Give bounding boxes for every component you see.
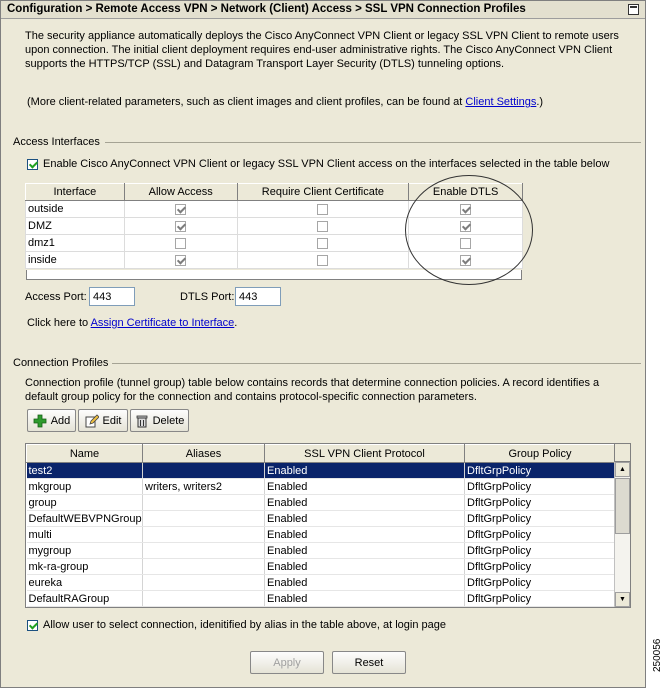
aliases-cell xyxy=(143,591,265,607)
edit-button[interactable] xyxy=(78,409,128,432)
column-header-aliases[interactable]: Aliases xyxy=(143,445,265,463)
interfaces-table-empty-area xyxy=(26,270,522,280)
aliases-cell xyxy=(143,527,265,543)
group-policy-cell: DfltGrpPolicy xyxy=(465,575,616,591)
aliases-cell xyxy=(143,559,265,575)
column-header-ssl-vpn-client-protocol[interactable]: SSL VPN Client Protocol xyxy=(265,445,465,463)
interface-name-cell: outside xyxy=(26,201,125,218)
group-policy-cell: DfltGrpPolicy xyxy=(465,479,616,495)
enable-dtls-checkbox[interactable] xyxy=(460,204,471,215)
ssl-vpn-client-protocol-cell: Enabled xyxy=(265,559,465,575)
scroll-down-arrow-icon[interactable]: ▼ xyxy=(615,592,630,607)
ssl-vpn-client-protocol-cell: Enabled xyxy=(265,543,465,559)
client-settings-note xyxy=(27,95,637,109)
delete-button[interactable] xyxy=(130,409,189,432)
edit-button-label: Edit xyxy=(102,414,122,427)
table-row[interactable] xyxy=(27,463,616,479)
vertical-scrollbar[interactable] xyxy=(614,462,630,607)
figure-id-watermark: 250056 xyxy=(652,638,663,672)
access-port-input[interactable] xyxy=(89,287,135,306)
profile-name-cell: DefaultWEBVPNGroup xyxy=(28,512,142,525)
enable-dtls-checkbox-cell xyxy=(409,218,523,235)
ssl-vpn-client-protocol-cell: Enabled xyxy=(265,511,465,527)
assign-certificate-link[interactable]: Assign Certificate to Interface xyxy=(90,317,235,329)
enable-anyconnect-row xyxy=(27,158,609,170)
enable-dtls-checkbox[interactable] xyxy=(460,221,471,232)
profile-name-cell: test2 xyxy=(27,463,143,479)
profile-name-cell: DefaultRAGroup xyxy=(27,591,143,607)
group-policy-cell: DfltGrpPolicy xyxy=(465,559,616,575)
title-bar xyxy=(1,1,645,19)
trash-icon xyxy=(135,414,149,428)
assign-certificate-prefix: Click here to xyxy=(27,317,91,329)
allow-alias-selection-row xyxy=(27,619,446,631)
profile-name-cell: group xyxy=(27,495,143,511)
delete-button-label: Delete xyxy=(152,414,185,427)
table-row[interactable] xyxy=(27,511,616,527)
profile-name-cell: eureka xyxy=(27,575,143,591)
aliases-cell xyxy=(143,495,265,511)
access-port-label: Access Port: xyxy=(25,291,87,303)
allow-access-checkbox-cell xyxy=(124,252,237,269)
reset-button[interactable]: Reset xyxy=(332,651,406,674)
table-row[interactable] xyxy=(27,543,616,559)
interface-row[interactable] xyxy=(26,235,523,252)
require-client-certificate-checkbox-cell xyxy=(237,218,409,235)
scroll-up-arrow-icon[interactable]: ▲ xyxy=(615,462,630,477)
allow-access-checkbox[interactable] xyxy=(175,255,186,266)
require-client-certificate-checkbox[interactable] xyxy=(317,238,328,249)
allow-access-checkbox-cell xyxy=(124,218,237,235)
require-client-certificate-checkbox-cell xyxy=(237,201,409,218)
enable-anyconnect-checkbox[interactable] xyxy=(27,159,38,170)
assign-certificate-row xyxy=(27,316,637,330)
access-interfaces-heading: Access Interfaces xyxy=(13,136,104,148)
table-row[interactable] xyxy=(27,495,616,511)
require-client-certificate-checkbox-cell xyxy=(237,252,409,269)
allow-access-checkbox[interactable] xyxy=(175,204,186,215)
require-client-certificate-checkbox[interactable] xyxy=(317,204,328,215)
column-header-allow-access[interactable]: Allow Access xyxy=(124,184,237,201)
allow-access-checkbox[interactable] xyxy=(175,221,186,232)
table-row[interactable] xyxy=(27,559,616,575)
aliases-cell xyxy=(143,511,265,527)
maximize-icon[interactable] xyxy=(628,4,639,15)
interface-row[interactable] xyxy=(26,218,523,235)
connection-profiles-heading: Connection Profiles xyxy=(13,357,112,369)
ssl-vpn-client-protocol-cell: Enabled xyxy=(265,463,465,479)
group-policy-cell: DfltGrpPolicy xyxy=(465,527,616,543)
table-row[interactable] xyxy=(27,527,616,543)
allow-access-checkbox-cell xyxy=(124,201,237,218)
interface-name-cell: inside xyxy=(26,252,125,269)
column-header-group-policy[interactable]: Group Policy xyxy=(465,445,616,463)
profile-name-cell: mk-ra-group xyxy=(27,559,143,575)
column-header-enable-dtls[interactable]: Enable DTLS xyxy=(409,184,523,201)
enable-dtls-checkbox-cell xyxy=(409,252,523,269)
client-settings-link[interactable]: Client Settings xyxy=(465,96,537,108)
connection-profiles-table xyxy=(26,444,616,607)
add-button[interactable] xyxy=(27,409,76,432)
assign-certificate-suffix: . xyxy=(234,317,238,329)
add-icon xyxy=(33,414,47,428)
access-interfaces-divider xyxy=(105,142,641,143)
table-row[interactable] xyxy=(27,479,616,495)
allow-alias-selection-label: Allow user to select connection, idenitified by alias in the table above, at login page xyxy=(43,619,446,631)
require-client-certificate-checkbox-cell xyxy=(237,235,409,252)
interface-row[interactable] xyxy=(26,201,523,218)
column-header-interface[interactable]: Interface xyxy=(26,184,125,201)
aliases-cell xyxy=(143,575,265,591)
table-row[interactable] xyxy=(27,591,616,607)
allow-access-checkbox-cell xyxy=(124,235,237,252)
group-policy-cell: DfltGrpPolicy xyxy=(465,463,616,479)
table-row[interactable] xyxy=(27,575,616,591)
connection-profiles-table-container xyxy=(25,443,631,608)
scrollbar-header-corner xyxy=(614,444,630,462)
ssl-vpn-client-protocol-cell: Enabled xyxy=(265,591,465,607)
interface-name-cell: dmz1 xyxy=(26,235,125,252)
scrollbar-thumb[interactable] xyxy=(615,478,630,534)
aliases-cell xyxy=(143,543,265,559)
access-interfaces-table xyxy=(25,183,523,269)
interface-name-cell: DMZ xyxy=(26,218,125,235)
ssl-vpn-client-protocol-cell: Enabled xyxy=(265,479,465,495)
group-policy-cell: DfltGrpPolicy xyxy=(465,511,616,527)
add-button-label: Add xyxy=(50,414,71,427)
connection-profiles-divider xyxy=(111,363,641,364)
column-header-require-client-certificate[interactable]: Require Client Certificate xyxy=(237,184,409,201)
client-settings-prefix: (More client-related parameters, such as client images and client profiles, can be found at xyxy=(27,96,466,108)
interface-row[interactable] xyxy=(26,252,523,269)
page-title: Configuration > Remote Access VPN > Network (Client) Access > SSL VPN Connection Profiles xyxy=(7,3,526,15)
aliases-cell: writers, writers2 xyxy=(143,479,265,495)
group-policy-cell: DfltGrpPolicy xyxy=(465,543,616,559)
allow-access-checkbox[interactable] xyxy=(175,238,186,249)
profile-name-cell: mkgroup xyxy=(27,479,143,495)
enable-dtls-checkbox[interactable] xyxy=(460,255,471,266)
client-settings-suffix: .) xyxy=(536,96,544,108)
profile-name-cell: multi xyxy=(27,527,143,543)
apply-button[interactable]: Apply xyxy=(250,651,324,674)
enable-dtls-checkbox-cell xyxy=(409,201,523,218)
profile-name-cell: mygroup xyxy=(27,543,143,559)
connection-profiles-description: Connection profile (tunnel group) table below contains records that determine connection policies. A record identifies a default group policy for the connection and contains protocol-specific connection parameters. xyxy=(25,377,600,403)
column-header-name[interactable]: Name xyxy=(27,445,143,463)
enable-dtls-checkbox-cell xyxy=(409,235,523,252)
dtls-port-input[interactable] xyxy=(235,287,281,306)
group-policy-cell: DfltGrpPolicy xyxy=(465,495,616,511)
ssl-vpn-client-protocol-cell: Enabled xyxy=(265,495,465,511)
require-client-certificate-checkbox[interactable] xyxy=(317,221,328,232)
enable-anyconnect-label: Enable Cisco AnyConnect VPN Client or legacy SSL VPN Client access on the interfaces selected in the table below xyxy=(43,158,610,170)
allow-alias-selection-checkbox[interactable] xyxy=(27,620,38,631)
ssl-vpn-client-protocol-cell: Enabled xyxy=(265,575,465,591)
ssl-vpn-client-protocol-cell: Enabled xyxy=(265,527,465,543)
aliases-cell xyxy=(143,463,265,479)
require-client-certificate-checkbox[interactable] xyxy=(317,255,328,266)
group-policy-cell: DfltGrpPolicy xyxy=(465,591,616,607)
edit-icon xyxy=(85,414,99,428)
dtls-port-label: DTLS Port: xyxy=(180,291,235,303)
enable-dtls-checkbox[interactable] xyxy=(460,238,471,249)
intro-text: The security appliance automatically deploys the Cisco AnyConnect VPN Client or legacy SSL VPN Client to remote users upon connection. The initial client deployment requires end-user administrative rights. The Cisco AnyConnect VPN Client supports the HTTPS/TCP (SSL) and Datagram Transport Layer Security (DTLS) tunneling options. xyxy=(25,30,619,70)
